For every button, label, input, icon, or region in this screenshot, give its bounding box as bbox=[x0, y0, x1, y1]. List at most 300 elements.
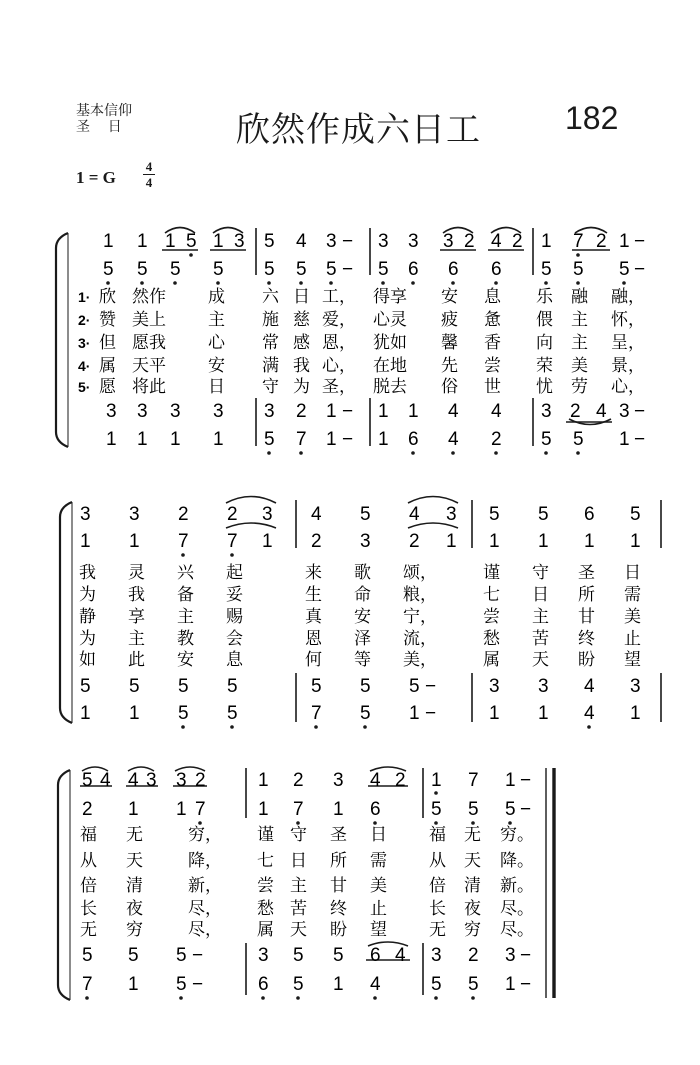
note: 7 bbox=[227, 531, 238, 552]
alto-line bbox=[82, 799, 531, 820]
note: 5 bbox=[311, 676, 322, 697]
lyric: 惫 bbox=[484, 310, 501, 329]
note: 1 bbox=[333, 799, 344, 820]
lyric: 天 bbox=[464, 851, 481, 870]
dash: − bbox=[342, 401, 354, 422]
lyric: 天 bbox=[126, 851, 143, 870]
lyric: 倍 bbox=[80, 876, 97, 895]
lyric: 犹如 bbox=[373, 333, 407, 352]
note: 7 bbox=[573, 231, 584, 252]
bass-line bbox=[80, 703, 641, 724]
lyric: 成 bbox=[208, 287, 225, 306]
lyric: 享 bbox=[128, 607, 145, 626]
verse-1 bbox=[80, 825, 534, 844]
note: 5 bbox=[213, 259, 224, 280]
note: 2 bbox=[82, 799, 93, 820]
lyric: 向 bbox=[536, 333, 553, 352]
dash: − bbox=[634, 231, 646, 252]
tie bbox=[408, 497, 458, 504]
lyric: 守 bbox=[262, 377, 279, 396]
note: 5 bbox=[227, 676, 238, 697]
lyric: 长 bbox=[80, 899, 97, 918]
soprano-line bbox=[80, 504, 641, 525]
lyric: 尝 bbox=[257, 876, 274, 895]
lyric: 尝 bbox=[484, 356, 501, 375]
note: 3 bbox=[264, 401, 275, 422]
lyric: 在地 bbox=[373, 356, 407, 375]
lyric: 七 bbox=[483, 585, 500, 604]
note: 1 bbox=[408, 401, 419, 422]
note: 2 bbox=[491, 429, 502, 450]
note: 6 bbox=[491, 259, 502, 280]
note: 3 bbox=[326, 231, 337, 252]
lyric: 终 bbox=[578, 629, 595, 648]
lyric: 主 bbox=[177, 607, 194, 626]
note: 1 bbox=[541, 231, 552, 252]
note: 6 bbox=[370, 799, 381, 820]
lyric: 此 bbox=[128, 650, 145, 669]
lyric: 脱去 bbox=[373, 377, 407, 396]
lyric: 无 bbox=[80, 920, 97, 939]
lyric: 美 bbox=[624, 607, 641, 626]
note: 1 bbox=[213, 429, 224, 450]
note: 3 bbox=[234, 231, 245, 252]
note: 5 bbox=[137, 259, 148, 280]
note: 7 bbox=[82, 974, 93, 995]
note: 4 bbox=[370, 974, 381, 995]
note: 3 bbox=[170, 401, 181, 422]
note: 3 bbox=[619, 401, 630, 422]
lyric: 兴 bbox=[177, 563, 194, 582]
note: 4 bbox=[584, 703, 595, 724]
lyric: 六 bbox=[262, 287, 279, 306]
lyric: 属 bbox=[483, 650, 500, 669]
lyric: 怀， bbox=[611, 310, 645, 329]
note: 3 bbox=[541, 401, 552, 422]
note: 1 bbox=[619, 231, 630, 252]
lyric: 为 bbox=[293, 377, 310, 396]
lyric: 慈 bbox=[293, 310, 310, 329]
lyric: 日 bbox=[208, 377, 225, 396]
note: 1 bbox=[489, 531, 500, 552]
note: 1 bbox=[129, 531, 140, 552]
note: 5 bbox=[619, 259, 630, 280]
lyric: 息 bbox=[484, 287, 501, 306]
lyric: 如 bbox=[79, 650, 96, 669]
lyric: 尽。 bbox=[500, 899, 534, 918]
note: 4 bbox=[448, 429, 459, 450]
lyric: 福 bbox=[429, 825, 446, 844]
lyric: 我 bbox=[79, 563, 96, 582]
note: 5 bbox=[468, 974, 479, 995]
note: 5 bbox=[170, 259, 181, 280]
note: 3 bbox=[262, 504, 273, 525]
lyric: 劳 bbox=[571, 377, 588, 396]
lyric: 穷。 bbox=[500, 825, 534, 844]
bass-line bbox=[106, 429, 645, 450]
note: 5 bbox=[227, 703, 238, 724]
system-2-brace bbox=[60, 502, 72, 723]
lyric: 七 bbox=[257, 851, 274, 870]
lyric: 属 bbox=[257, 920, 274, 939]
note: 4 bbox=[491, 401, 502, 422]
lyric: 愿我 bbox=[132, 333, 166, 352]
lyric: 忧 bbox=[536, 377, 553, 396]
lyric: 会 bbox=[226, 629, 243, 648]
verse-5 bbox=[80, 920, 534, 939]
lyric: 守 bbox=[532, 563, 549, 582]
lyric: 施 bbox=[262, 310, 279, 329]
lyric: 馨 bbox=[441, 333, 458, 352]
note: 6 bbox=[258, 974, 269, 995]
lyric: 愁 bbox=[483, 629, 500, 648]
lyric: 主 bbox=[128, 629, 145, 648]
note: 5 bbox=[264, 231, 275, 252]
lyric: 天 bbox=[290, 920, 307, 939]
note: 2 bbox=[395, 770, 406, 791]
note: 1 bbox=[103, 231, 114, 252]
lyric: 倍 bbox=[429, 876, 446, 895]
note: 5 bbox=[293, 974, 304, 995]
lyric: 香 bbox=[484, 333, 501, 352]
note: 5 bbox=[176, 945, 187, 966]
lyric: 日 bbox=[624, 563, 641, 582]
lyric: 主 bbox=[208, 310, 225, 329]
note: 4 bbox=[296, 231, 307, 252]
lyric: 等 bbox=[354, 650, 371, 669]
lyric: 安 bbox=[208, 356, 225, 375]
time-sig-top: 4 bbox=[145, 159, 153, 174]
note: 7 bbox=[293, 799, 304, 820]
note: 5 bbox=[541, 259, 552, 280]
verse-number: 3· bbox=[78, 335, 91, 351]
dash: − bbox=[425, 676, 437, 697]
lyric: 日 bbox=[532, 585, 549, 604]
note: 2 bbox=[227, 504, 238, 525]
note: 5 bbox=[176, 974, 187, 995]
lyric: 新。 bbox=[500, 876, 534, 895]
note: 5 bbox=[409, 676, 420, 697]
note: 7 bbox=[311, 703, 322, 724]
verse-number: 1· bbox=[78, 289, 91, 305]
hymn-number: 182 bbox=[565, 100, 619, 136]
alto-line bbox=[103, 259, 645, 280]
lyric: 穷 bbox=[126, 920, 143, 939]
note: 1 bbox=[584, 531, 595, 552]
note: 5 bbox=[264, 429, 275, 450]
note: 2 bbox=[311, 531, 322, 552]
lyric: 甘 bbox=[330, 876, 347, 895]
lyric: 爱， bbox=[322, 310, 356, 329]
note: 1 bbox=[630, 531, 641, 552]
lyric: 心， bbox=[322, 356, 356, 375]
note: 1 bbox=[538, 703, 549, 724]
note: 1 bbox=[431, 770, 442, 791]
lyrics-block bbox=[78, 287, 645, 396]
lyric: 圣， bbox=[322, 377, 356, 396]
note: 4 bbox=[491, 231, 502, 252]
lyric: 生 bbox=[305, 585, 322, 604]
lyric: 主 bbox=[571, 310, 588, 329]
note: 5 bbox=[296, 259, 307, 280]
lyric: 起 bbox=[226, 563, 243, 582]
note: 5 bbox=[431, 799, 442, 820]
note: 5 bbox=[431, 974, 442, 995]
lyric: 美 bbox=[370, 876, 387, 895]
note: 1 bbox=[378, 429, 389, 450]
soprano-line bbox=[82, 770, 531, 791]
note: 2 bbox=[409, 531, 420, 552]
lyric: 谨 bbox=[483, 563, 500, 582]
lyric: 美 bbox=[571, 356, 588, 375]
note: 3 bbox=[213, 401, 224, 422]
note: 1 bbox=[80, 531, 91, 552]
note: 4 bbox=[370, 770, 381, 791]
dash: − bbox=[192, 945, 204, 966]
dash: − bbox=[520, 974, 532, 995]
lyric: 何 bbox=[305, 650, 322, 669]
tenor-line bbox=[106, 401, 645, 422]
verse-5 bbox=[79, 650, 641, 669]
lyric: 夜 bbox=[126, 899, 143, 918]
verse-number: 4· bbox=[78, 358, 91, 374]
dash: − bbox=[425, 703, 437, 724]
dash: − bbox=[342, 231, 354, 252]
lyric: 望 bbox=[370, 920, 387, 939]
note: 4 bbox=[100, 770, 111, 791]
note: 2 bbox=[570, 401, 581, 422]
dash: − bbox=[192, 974, 204, 995]
lyric: 属 bbox=[99, 356, 116, 375]
lyric: 需 bbox=[370, 851, 387, 870]
note: 2 bbox=[296, 401, 307, 422]
note: 3 bbox=[137, 401, 148, 422]
category-line-1: 基本信仰 bbox=[76, 103, 132, 119]
note: 5 bbox=[264, 259, 275, 280]
note: 5 bbox=[80, 676, 91, 697]
note: 3 bbox=[446, 504, 457, 525]
note: 3 bbox=[505, 945, 516, 966]
note: 3 bbox=[378, 231, 389, 252]
note: 5 bbox=[186, 231, 197, 252]
lyric: 天平 bbox=[132, 356, 166, 375]
lyric: 备 bbox=[177, 585, 194, 604]
lyric: 盼 bbox=[578, 650, 595, 669]
lyric: 日 bbox=[293, 287, 310, 306]
note: 1 bbox=[505, 974, 516, 995]
lyric: 清 bbox=[126, 876, 143, 895]
note: 3 bbox=[80, 504, 91, 525]
lyric: 美， bbox=[403, 650, 437, 669]
verse-4 bbox=[78, 356, 645, 375]
verse-5 bbox=[78, 377, 645, 396]
lyric: 命 bbox=[354, 585, 371, 604]
dash: − bbox=[342, 259, 354, 280]
lyric: 止 bbox=[370, 899, 387, 918]
note: 2 bbox=[596, 231, 607, 252]
lyric: 感 bbox=[293, 333, 310, 352]
note: 1 bbox=[106, 429, 117, 450]
note: 5 bbox=[378, 259, 389, 280]
lyric: 夜 bbox=[464, 899, 481, 918]
lyric: 心 bbox=[208, 333, 225, 352]
tie bbox=[226, 497, 276, 504]
note: 6 bbox=[448, 259, 459, 280]
time-sig-bottom: 4 bbox=[145, 175, 153, 190]
note: 1 bbox=[128, 974, 139, 995]
lyric: 谨 bbox=[257, 825, 274, 844]
note: 6 bbox=[408, 259, 419, 280]
lyrics-block bbox=[79, 563, 641, 669]
lyrics-block bbox=[80, 825, 534, 939]
lyric: 工， bbox=[322, 287, 356, 306]
note: 1 bbox=[258, 799, 269, 820]
lyric: 将此 bbox=[132, 377, 166, 396]
tenor-line bbox=[82, 945, 531, 966]
verse-3 bbox=[80, 876, 534, 895]
note: 1 bbox=[378, 401, 389, 422]
dash: − bbox=[342, 429, 354, 450]
lyric: 降， bbox=[188, 851, 222, 870]
lyric: 恩， bbox=[322, 333, 356, 352]
note: 1 bbox=[258, 770, 269, 791]
note: 5 bbox=[129, 676, 140, 697]
note: 4 bbox=[409, 504, 420, 525]
lyric: 荣 bbox=[536, 356, 553, 375]
note: 6 bbox=[408, 429, 419, 450]
lyric: 愿 bbox=[99, 377, 116, 396]
note: 5 bbox=[360, 703, 371, 724]
hymn-title: 欣然作成六日工 bbox=[236, 110, 481, 150]
note: 1 bbox=[630, 703, 641, 724]
lyric: 来 bbox=[305, 563, 322, 582]
lyric: 长 bbox=[429, 899, 446, 918]
note: 5 bbox=[178, 676, 189, 697]
lyric: 尽， bbox=[188, 899, 222, 918]
lyric: 心灵 bbox=[373, 310, 407, 329]
lyric: 疲 bbox=[441, 310, 458, 329]
lyric: 圣 bbox=[578, 563, 595, 582]
note: 4 bbox=[395, 945, 406, 966]
lyric: 从 bbox=[80, 851, 97, 870]
lyric: 景， bbox=[611, 356, 645, 375]
verse-3 bbox=[79, 607, 641, 626]
lyric: 新， bbox=[188, 876, 222, 895]
verse-2 bbox=[78, 310, 645, 329]
note: 1 bbox=[326, 401, 337, 422]
note: 2 bbox=[195, 770, 206, 791]
note: 3 bbox=[333, 770, 344, 791]
lyric: 赞 bbox=[99, 310, 116, 329]
dash: − bbox=[634, 259, 646, 280]
lyric: 终 bbox=[330, 899, 347, 918]
lyric: 俗 bbox=[441, 377, 458, 396]
lyric: 守 bbox=[290, 825, 307, 844]
lyric: 为 bbox=[79, 629, 96, 648]
lyric: 宁， bbox=[403, 607, 437, 626]
dash: − bbox=[520, 945, 532, 966]
verse-2 bbox=[79, 585, 641, 604]
note: 1 bbox=[170, 429, 181, 450]
lyric: 流， bbox=[403, 629, 437, 648]
note: 1 bbox=[505, 770, 516, 791]
lyric: 无 bbox=[464, 825, 481, 844]
note: 1 bbox=[165, 231, 176, 252]
note: 3 bbox=[538, 676, 549, 697]
note: 5 bbox=[573, 429, 584, 450]
system-2 bbox=[79, 504, 641, 729]
verse-3 bbox=[78, 332, 645, 352]
lyric: 妥 bbox=[226, 585, 243, 604]
note: 5 bbox=[573, 259, 584, 280]
note: 3 bbox=[489, 676, 500, 697]
note: 2 bbox=[464, 231, 475, 252]
note: 4 bbox=[128, 770, 139, 791]
note: 5 bbox=[360, 504, 371, 525]
note: 3 bbox=[176, 770, 187, 791]
note: 3 bbox=[431, 945, 442, 966]
note: 3 bbox=[360, 531, 371, 552]
lyric: 甘 bbox=[578, 607, 595, 626]
lyric: 为 bbox=[79, 585, 96, 604]
verse-number: 2· bbox=[78, 312, 91, 328]
lyric: 呈， bbox=[611, 333, 645, 352]
lyric: 望 bbox=[624, 650, 641, 669]
lyric: 颂， bbox=[403, 563, 437, 582]
dash: − bbox=[634, 429, 646, 450]
lyric: 需 bbox=[624, 585, 641, 604]
lyric: 融， bbox=[611, 287, 645, 306]
lyric: 无 bbox=[429, 920, 446, 939]
dash: − bbox=[634, 401, 646, 422]
key-signature: 1 = G bbox=[76, 168, 116, 187]
note: 5 bbox=[103, 259, 114, 280]
lyric: 尽。 bbox=[500, 920, 534, 939]
note: 3 bbox=[146, 770, 157, 791]
category-line-2: 圣 日 bbox=[76, 119, 122, 135]
lyric: 主 bbox=[571, 333, 588, 352]
note: 5 bbox=[538, 504, 549, 525]
note: 7 bbox=[296, 429, 307, 450]
lyric: 穷 bbox=[464, 920, 481, 939]
verse-4 bbox=[80, 899, 534, 918]
system-1 bbox=[78, 231, 645, 455]
lyric: 苦 bbox=[290, 899, 307, 918]
system-3 bbox=[80, 770, 534, 1000]
lyric: 降。 bbox=[500, 851, 534, 870]
lyric: 穷， bbox=[188, 825, 222, 844]
note: 6 bbox=[584, 504, 595, 525]
note: 7 bbox=[195, 799, 206, 820]
lyric: 歌 bbox=[354, 563, 371, 582]
tenor-line bbox=[80, 676, 641, 697]
note: 4 bbox=[584, 676, 595, 697]
note: 3 bbox=[443, 231, 454, 252]
verse-1 bbox=[78, 287, 645, 306]
note: 2 bbox=[293, 770, 304, 791]
lyric: 无 bbox=[126, 825, 143, 844]
note: 5 bbox=[326, 259, 337, 280]
note: 5 bbox=[128, 945, 139, 966]
lyric: 从 bbox=[429, 851, 446, 870]
lyric: 尽， bbox=[188, 920, 222, 939]
note: 1 bbox=[446, 531, 457, 552]
note: 2 bbox=[178, 504, 189, 525]
lyric: 赐 bbox=[226, 607, 243, 626]
note: 3 bbox=[129, 504, 140, 525]
bass-line bbox=[82, 974, 531, 995]
note: 7 bbox=[178, 531, 189, 552]
